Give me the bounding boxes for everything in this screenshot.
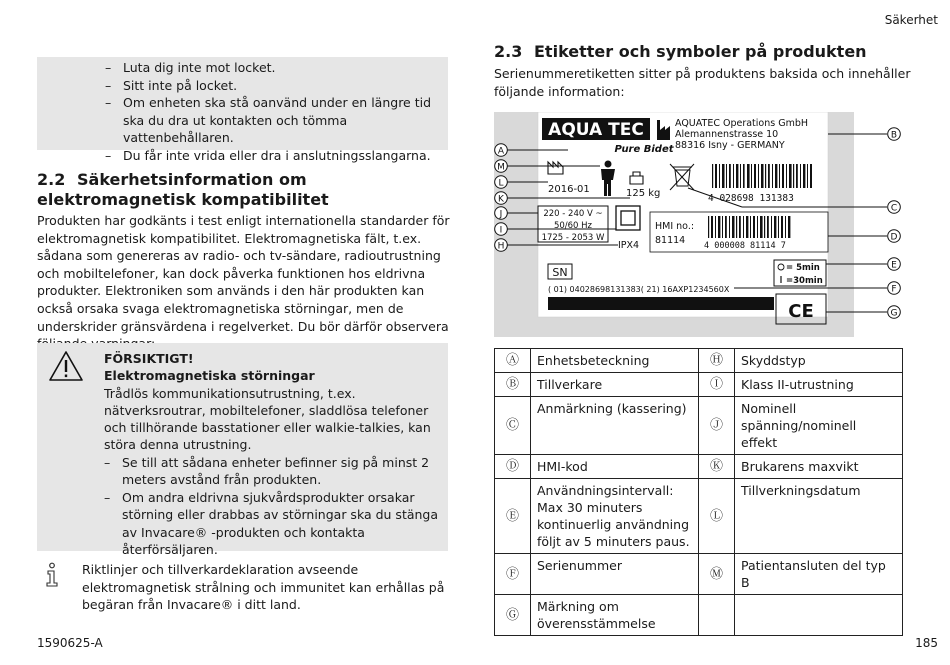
document-number: 1590625-A bbox=[37, 636, 103, 650]
serial-barcode bbox=[548, 297, 774, 310]
voltage: 220 - 240 V ~ bbox=[543, 209, 603, 219]
list-item: – Om enheten ska stå oanvänd under en längre tid ska du dra ut kontakten och tömma vattenbehållaren. bbox=[105, 94, 445, 147]
caution-text: Trådlös kommunikationsutrustning, t.ex. nätverksroutrar, mobiltelefoner, sladdlösa telefoner och tillhörande basstationer eller walkie-talkies, kan störa denna utrustning. bbox=[104, 385, 431, 453]
caution-list bbox=[104, 454, 444, 559]
legend-text: Patientansluten del typ B bbox=[735, 554, 903, 595]
manufacturer-line: AQUATEC Operations GmbH bbox=[675, 118, 809, 129]
hmi-value: 81114 bbox=[655, 235, 686, 246]
callout-d: D bbox=[890, 232, 898, 243]
table-row bbox=[495, 479, 903, 554]
legend-symbol: Ⓛ bbox=[699, 479, 735, 554]
list-item: – Sitt inte på locket. bbox=[105, 77, 445, 95]
list-item: – Se till att sådana enheter befinner sig på minst 2 meters avstånd från produkten. bbox=[104, 454, 444, 489]
legend-symbol: Ⓐ bbox=[495, 349, 531, 373]
ip-rating: IPX4 bbox=[618, 240, 640, 251]
section-title: Säkerhetsinformation om elektromagnetisk kompatibilitet bbox=[37, 170, 329, 209]
running-header: Säkerhet bbox=[884, 13, 938, 27]
page-number: 185 bbox=[915, 636, 938, 650]
callout-l: L bbox=[498, 178, 504, 189]
legend-text: Anmärkning (kassering) bbox=[531, 397, 699, 455]
legend-symbol: Ⓚ bbox=[699, 455, 735, 479]
callout-b: B bbox=[890, 130, 898, 141]
interval-off: =30min bbox=[786, 276, 823, 286]
caution-heading: FÖRSIKTIGT! bbox=[104, 351, 194, 366]
legend-symbol: Ⓗ bbox=[699, 349, 735, 373]
serial-code: ( 01) 04028698131383( 21) 16AXP1234560X bbox=[548, 285, 730, 294]
callout-a: A bbox=[497, 146, 505, 157]
list-item: – Luta dig inte mot locket. bbox=[105, 59, 445, 77]
callout-e: E bbox=[891, 260, 897, 271]
callout-g: G bbox=[890, 308, 898, 319]
legend-text: Märkning om överensstämmelse bbox=[531, 595, 699, 636]
legend-symbol: Ⓖ bbox=[495, 595, 531, 636]
table-row bbox=[495, 373, 903, 397]
legend-symbol: Ⓜ bbox=[699, 554, 735, 595]
warning-list-box bbox=[37, 57, 448, 163]
legend-symbol: Ⓙ bbox=[699, 397, 735, 455]
callout-h: H bbox=[497, 241, 505, 252]
table-row bbox=[495, 455, 903, 479]
legend-symbol: Ⓕ bbox=[495, 554, 531, 595]
table-row bbox=[495, 595, 903, 636]
list-item: – Om andra eldrivna sjukvårdsprodukter orsakar störning eller drabbas av störningar ska du stänga av Invacare® -produkten och kontakta återförsäljaren. bbox=[104, 489, 444, 559]
callout-c: C bbox=[890, 203, 898, 214]
legend-text: Användningsintervall: Max 30 minuters kontinuerlig användning följt av 5 minuters paus. bbox=[531, 479, 699, 554]
caution-content bbox=[104, 350, 444, 559]
info-icon bbox=[44, 562, 60, 588]
legend-text: Skyddstyp bbox=[735, 349, 903, 373]
warning-triangle-icon bbox=[48, 350, 84, 382]
hmi-barcode-number: 4 000008 81114 7 bbox=[704, 241, 786, 251]
legend-text: Tillverkningsdatum bbox=[735, 479, 903, 554]
legend-text: Serienummer bbox=[531, 554, 699, 595]
serial-label-figure bbox=[494, 112, 914, 337]
ce-mark: CE bbox=[788, 301, 814, 322]
section-title: Etiketter och symboler på produkten bbox=[534, 42, 867, 61]
manufacture-date: 2016-01 bbox=[548, 184, 590, 195]
legend-text: HMI-kod bbox=[531, 455, 699, 479]
barcode bbox=[712, 164, 812, 188]
interval-on: = 5min bbox=[786, 263, 820, 273]
table-row bbox=[495, 349, 903, 373]
legend-text: Nominell spänning/nominell effekt bbox=[735, 397, 903, 455]
product-name: Pure Bidet bbox=[614, 144, 674, 155]
manufacturer-line: 88316 Isny - GERMANY bbox=[675, 140, 785, 151]
section-heading-2-3 bbox=[494, 42, 914, 62]
legend-symbol bbox=[699, 595, 735, 636]
labels-paragraph: Serienummeretiketten sitter på produktens baksida och innehåller följande information: bbox=[494, 66, 911, 99]
info-note: Riktlinjer och tillverkardeklaration avseende elektromagnetisk strålning och immunitet kan erhållas på begäran från Invacare® i ditt land. bbox=[82, 562, 445, 613]
manufacturer-line: Alemannenstrasse 10 bbox=[675, 129, 779, 140]
section-number: 2.2 bbox=[37, 170, 66, 189]
barcode-number: 4 028698 131383 bbox=[708, 193, 794, 204]
section-number: 2.3 bbox=[494, 42, 523, 61]
callout-i: I bbox=[499, 225, 503, 236]
legend-symbol: Ⓒ bbox=[495, 397, 531, 455]
legend-text: Brukarens maxvikt bbox=[735, 455, 903, 479]
caution-box bbox=[37, 343, 448, 558]
legend-symbol: Ⓘ bbox=[699, 373, 735, 397]
callout-m: M bbox=[497, 162, 505, 173]
legend-text: Enhetsbeteckning bbox=[531, 349, 699, 373]
list-item: – Du får inte vrida eller dra i anslutningsslangarna. bbox=[105, 147, 445, 165]
power: 1725 - 2053 W bbox=[541, 233, 605, 243]
legend-symbol: Ⓓ bbox=[495, 455, 531, 479]
table-row bbox=[495, 397, 903, 455]
max-weight: 125 kg bbox=[626, 188, 661, 199]
legend-symbol: Ⓔ bbox=[495, 479, 531, 554]
legend-text bbox=[735, 595, 903, 636]
symbol-legend-table bbox=[494, 348, 903, 636]
warning-list bbox=[105, 59, 445, 164]
caution-subheading: Elektromagnetiska störningar bbox=[104, 368, 315, 384]
callout-k: K bbox=[498, 194, 504, 205]
frequency: 50/60 Hz bbox=[553, 221, 593, 231]
table-row bbox=[495, 554, 903, 595]
section-heading-2-2 bbox=[37, 170, 452, 210]
hmi-label: HMI no.: bbox=[655, 221, 695, 232]
emc-paragraph: Produkten har godkänts i test enligt internationella standarder för elektromagnetisk kompatibilitet. Elektromagnetiska fält, t.ex. sådana som genereras av radio- och tv-sändare, radioutrustning och mobiltelefoner, kan dock påverka funktionen hos eldrivna produkter. Elektroniken som används i den här produkten kan också orsaka svaga elektromagnetiska störningar, men de underskrider gränsvärdena i regelverket. Du bör därför observera bbox=[37, 213, 450, 334]
legend-text: Tillverkare bbox=[531, 373, 699, 397]
callout-f: F bbox=[891, 284, 897, 295]
legend-symbol: Ⓑ bbox=[495, 373, 531, 397]
callout-j: J bbox=[499, 209, 503, 220]
legend-text: Klass II-utrustning bbox=[735, 373, 903, 397]
sn-label: SN bbox=[552, 266, 568, 279]
brand-name: AQUA TEC bbox=[548, 120, 644, 140]
